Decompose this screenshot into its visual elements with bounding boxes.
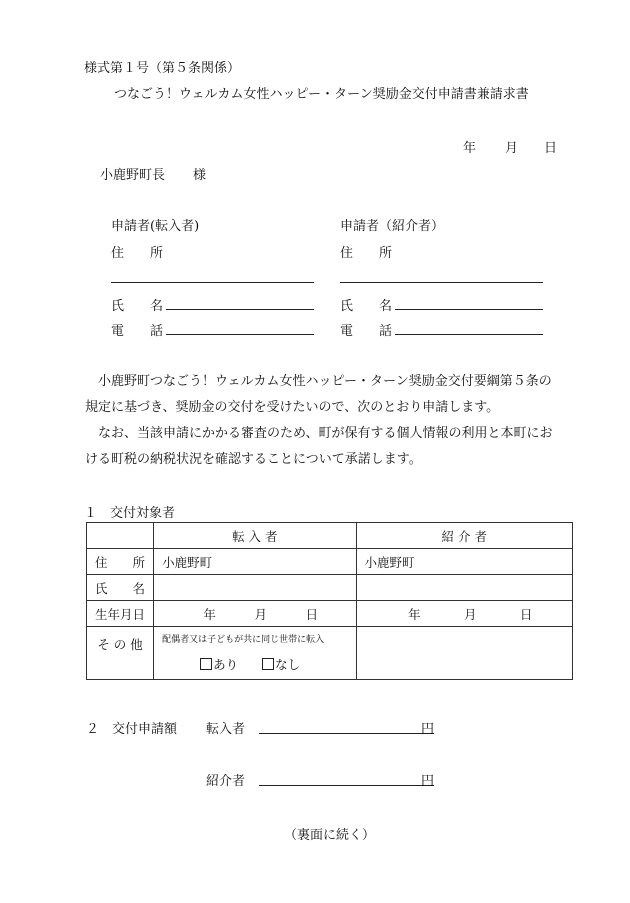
statement-paragraph-2: なお、当該申請にかかる審査のため、町が保有する個人情報の利用と本町における町税の納税状況を確認することについて承諾します。 [85,426,553,467]
referrer-other-cell [356,627,573,680]
referrer-address-field[interactable] [340,282,543,283]
mover-name-label: 氏 名 [111,299,164,314]
option-no-label: なし [275,656,301,672]
mover-phone-field[interactable] [166,334,314,335]
mover-applicant-heading: 申請者(転入者) [111,219,200,234]
mover-birthdate-cell[interactable] [154,601,356,627]
form-number: 様式第１号（第５条関係） [84,61,241,76]
amount-referrer-label: 紹介者 [206,774,246,789]
mover-birth-year: 年 [203,606,216,622]
date-year-label: 年 [463,141,477,156]
referrer-phone-label: 電 話 [340,324,393,339]
form-title: つなごう！ウェルカム女性ハッピー・ターン奨励金交付申請書兼請求書 [114,87,529,102]
section2-heading: ２ 交付申請額 [86,722,178,737]
table-header-row [87,523,573,549]
mover-birth-day: 日 [305,606,319,622]
family-note: 配偶者又は子どもが共に同じ世帯に転入 [162,634,325,645]
checkbox-yes-icon[interactable] [200,658,212,670]
option-yes[interactable] [200,657,238,672]
mover-birth-month: 月 [254,606,268,622]
row-label-name: 氏 名 [87,575,154,601]
table-row-address [87,549,573,575]
checkbox-no-icon[interactable] [262,658,274,670]
mover-address-field[interactable] [111,282,314,283]
mover-other-cell [154,627,356,680]
date-month-label: 月 [505,141,519,156]
statement-paragraph-1: 小鹿野町つなごう！ウェルカム女性ハッピー・ターン奨励金交付要綱第５条の規定に基づき、奨励金の交付を受けたいので、次のとおり申請します。 [85,374,552,415]
referrer-applicant-heading: 申請者（紹介者） [340,219,445,234]
table-row-birthdate [87,601,573,627]
table-row-other [87,627,573,680]
referrer-address-cell[interactable] [356,549,573,575]
referrer-phone-field[interactable] [395,334,543,335]
section1-heading: １ 交付対象者 [84,506,176,521]
mover-address-label: 住 所 [111,246,164,261]
mover-name-cell[interactable] [154,575,356,601]
row-label-birthdate: 生年月日 [87,601,154,627]
option-no[interactable] [262,657,300,672]
referrer-birth-month: 月 [463,606,477,622]
referrer-address-label: 住 所 [340,246,393,261]
referrer-name-label: 氏 名 [340,299,393,314]
date-day-label: 日 [544,141,558,156]
amount-mover-label: 転入者 [206,722,246,737]
referrer-birthdate-cell[interactable] [356,601,573,627]
option-yes-label: あり [213,656,239,672]
row-label-other: そ の 他 [87,627,154,680]
recipient-table [86,522,573,680]
referrer-birth-day: 日 [519,606,533,622]
addressee: 小鹿野町長 [100,168,166,183]
header-blank-cell [87,523,154,549]
mover-name-field[interactable] [166,309,314,310]
amount-referrer-field[interactable] [259,785,434,786]
header-mover: 転 入 者 [154,523,356,549]
referrer-town-prefix: 小鹿野町 [364,554,415,570]
honorific: 様 [193,168,207,183]
amount-referrer-currency: 円 [421,774,435,789]
header-referrer: 紹 介 者 [356,523,573,549]
referrer-name-field[interactable] [395,309,543,310]
mover-address-cell[interactable] [154,549,356,575]
referrer-birth-year: 年 [408,606,421,622]
continued-note: （裏面に続く） [284,828,376,843]
row-label-address: 住 所 [87,549,154,575]
mover-town-prefix: 小鹿野町 [162,554,213,570]
mover-phone-label: 電 話 [111,324,164,339]
amount-mover-field[interactable] [259,733,434,734]
amount-mover-currency: 円 [421,722,435,737]
referrer-name-cell[interactable] [356,575,573,601]
statement [85,369,555,473]
table-row-name [87,575,573,601]
